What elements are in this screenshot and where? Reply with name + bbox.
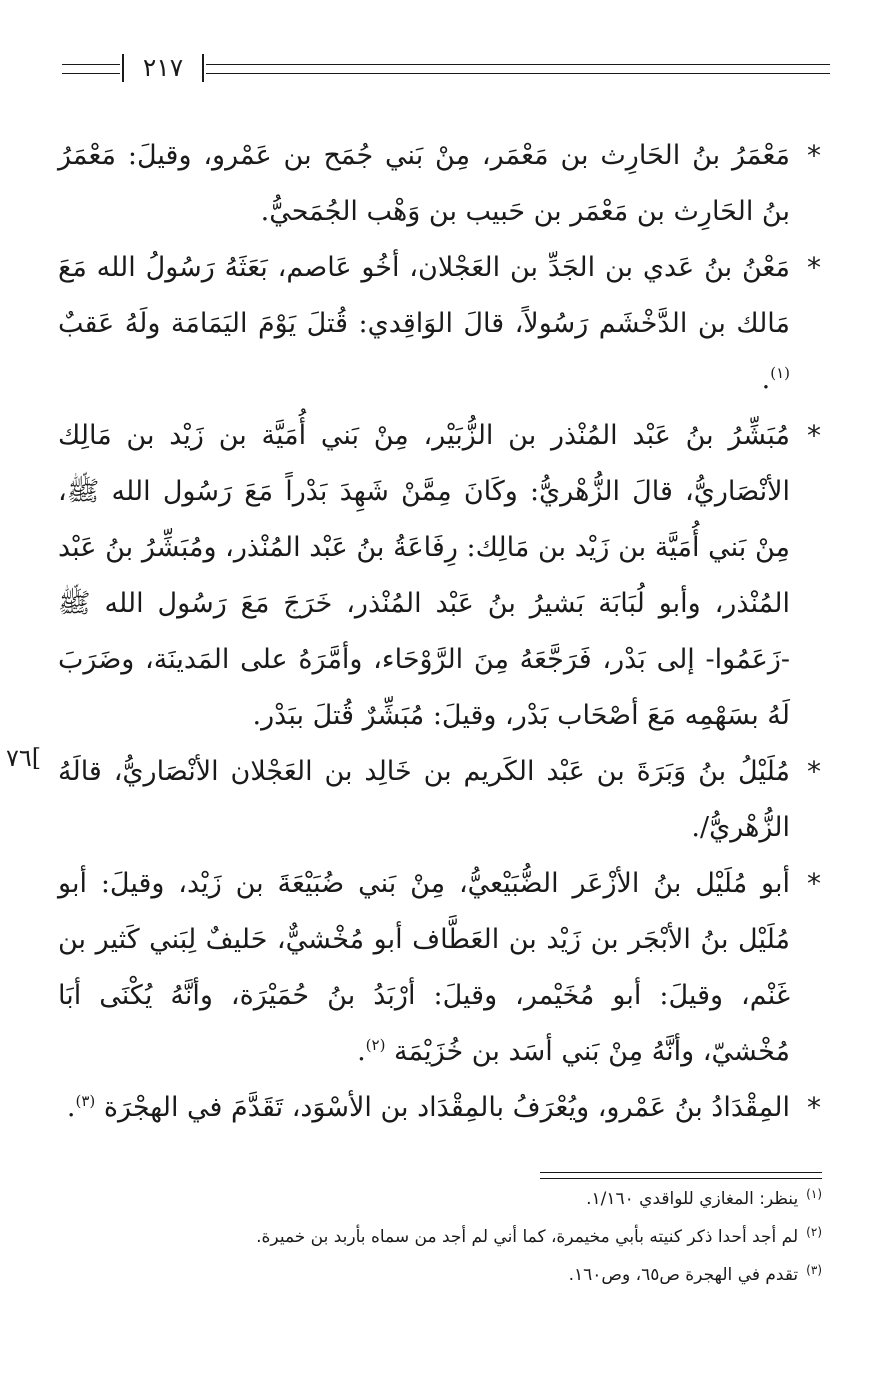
footnote-ref[interactable]: (١) — [770, 364, 790, 382]
footnote-number: (٣) — [806, 1263, 822, 1277]
entry-tail: . — [66, 1092, 76, 1123]
footnotes — [120, 1178, 822, 1292]
header-bar-left — [122, 54, 124, 82]
entry-text: مُبَشِّرُ بنُ عَبْد المُنْذر بن الزُّبَيْر، مِنْ بَني أُمَيَّة بن زَيْد بن مَالِك الأنْصَاريُّ، قالَ الزُّهْريُّ: وكَانَ مِمَّنْ شَهِدَ بَدْراً مَعَ رَسُول الله ﷺ، مِنْ بَني أُمَيَّة بن زَيْد بن مَالِك: رِفَاعَةُ بنُ عَبْد المُنْذر، ومُبَشِّرُ بنُ عَبْد المُنْذر، وأبو لُبَابَة بَشيرُ بنُ عَبْد المُنْذر، خَرَجَ مَعَ رَسُول الله ﷺ -زَعَمُوا- إلى بَدْر، فَرَجَّعَهُ مِنَ الرَّوْحَاء، وأمَّرَهُ على المَدينَة، وضَرَبَ لَهُ بسَهْمِه مَعَ أصْحَاب بَدْر، وقيلَ: مُبَشِّرٌ قُتلَ ببَدْر. — [58, 420, 790, 731]
main-text — [58, 128, 830, 1136]
entry-miqdad — [58, 1080, 830, 1136]
footnote-text: تقدم في الهجرة ص٦٥، وص١٦٠. — [568, 1265, 799, 1285]
entry-bullet: * — [807, 1091, 821, 1124]
footnote-3 — [120, 1254, 822, 1292]
footnote-number: (١) — [806, 1187, 822, 1201]
footnote-ref[interactable]: (٢) — [365, 1036, 386, 1054]
entry-tail: . — [357, 1036, 366, 1067]
entry-bullet: * — [807, 867, 821, 900]
footnote-number: (٢) — [806, 1225, 822, 1239]
entry-mulayl — [58, 744, 830, 856]
manuscript-folio-marker: ٧٦[ — [6, 744, 42, 772]
footnote-1 — [120, 1178, 822, 1216]
entry-bullet: * — [807, 755, 821, 788]
page-header — [62, 52, 830, 88]
entry-text: مُلَيْلُ بنُ وَبَرَةَ بن عَبْد الكَريم بن خَالِد بن العَجْلان الأنْصَاريُّ، قالَهُ الزُّهْريُّ/. — [58, 756, 790, 843]
entry-text: أبو مُلَيْل بنُ الأزْعَر الضُّبَيْعيُّ، مِنْ بَني ضُبَيْعَةَ بن زَيْد، وقيلَ: أبو مُلَيْل بنُ الأبْجَر بن زَيْد بن العَطَّاف أبو مُخْشيٌّ، حَليفٌ لِبَني كَثير بن غَنْم، وقيلَ: أبو مُخَيْمر، وقيلَ: أرْبَدُ بنُ حُمَيْرَة، وأنَّهُ يُكْنَى أبَا مُخْشيّ، وأنَّهُ مِنْ بَني أسَد بن خُزَيْمَة — [58, 868, 790, 1067]
footnote-text: لم أجد أحدا ذكر كنيته بأبي مخيمرة، كما أني لم أجد من سماه بأربد بن خميرة. — [256, 1227, 799, 1247]
page-number: ٢١٧ — [142, 53, 184, 82]
header-bar-right — [202, 54, 204, 82]
entry-mamar — [58, 128, 830, 240]
entry-bullet: * — [807, 251, 821, 284]
footnote-2 — [120, 1216, 822, 1254]
entry-bullet: * — [807, 139, 821, 172]
footnote-text: ينظر: المغازي للواقدي ١/١٦٠. — [586, 1189, 799, 1209]
entry-text: مَعْنُ بنُ عَدي بن الجَدِّ بن العَجْلان، أخُو عَاصم، بَعَثَهُ رَسُولُ الله مَعَ مَالك بن الدَّخْشَم رَسُولاً، قالَ الوَاقِدي: قُتلَ يَوْمَ اليَمَامَة ولَهُ عَقبٌ — [58, 252, 790, 339]
entry-text: المِقْدَادُ بنُ عَمْرو، ويُعْرَفُ بالمِقْدَاد بن الأسْوَد، تَقَدَّمَ في الهجْرَة — [103, 1092, 790, 1123]
header-rule-right — [206, 64, 830, 74]
entry-mubashshir — [58, 408, 830, 744]
entry-text: مَعْمَرُ بنُ الحَارِث بن مَعْمَر، مِنْ بَني جُمَح بن عَمْرو، وقيلَ: مَعْمَرُ بنُ الحَارِث بن مَعْمَر بن حَبيب بن وَهْب الجُمَحيُّ. — [58, 140, 790, 227]
entry-maan — [58, 240, 830, 408]
header-rule-left — [62, 64, 120, 74]
entry-abu-mulayl — [58, 856, 830, 1080]
entry-tail: . — [761, 364, 771, 395]
entry-bullet: * — [807, 419, 821, 452]
footnote-ref[interactable]: (٣) — [75, 1092, 96, 1110]
